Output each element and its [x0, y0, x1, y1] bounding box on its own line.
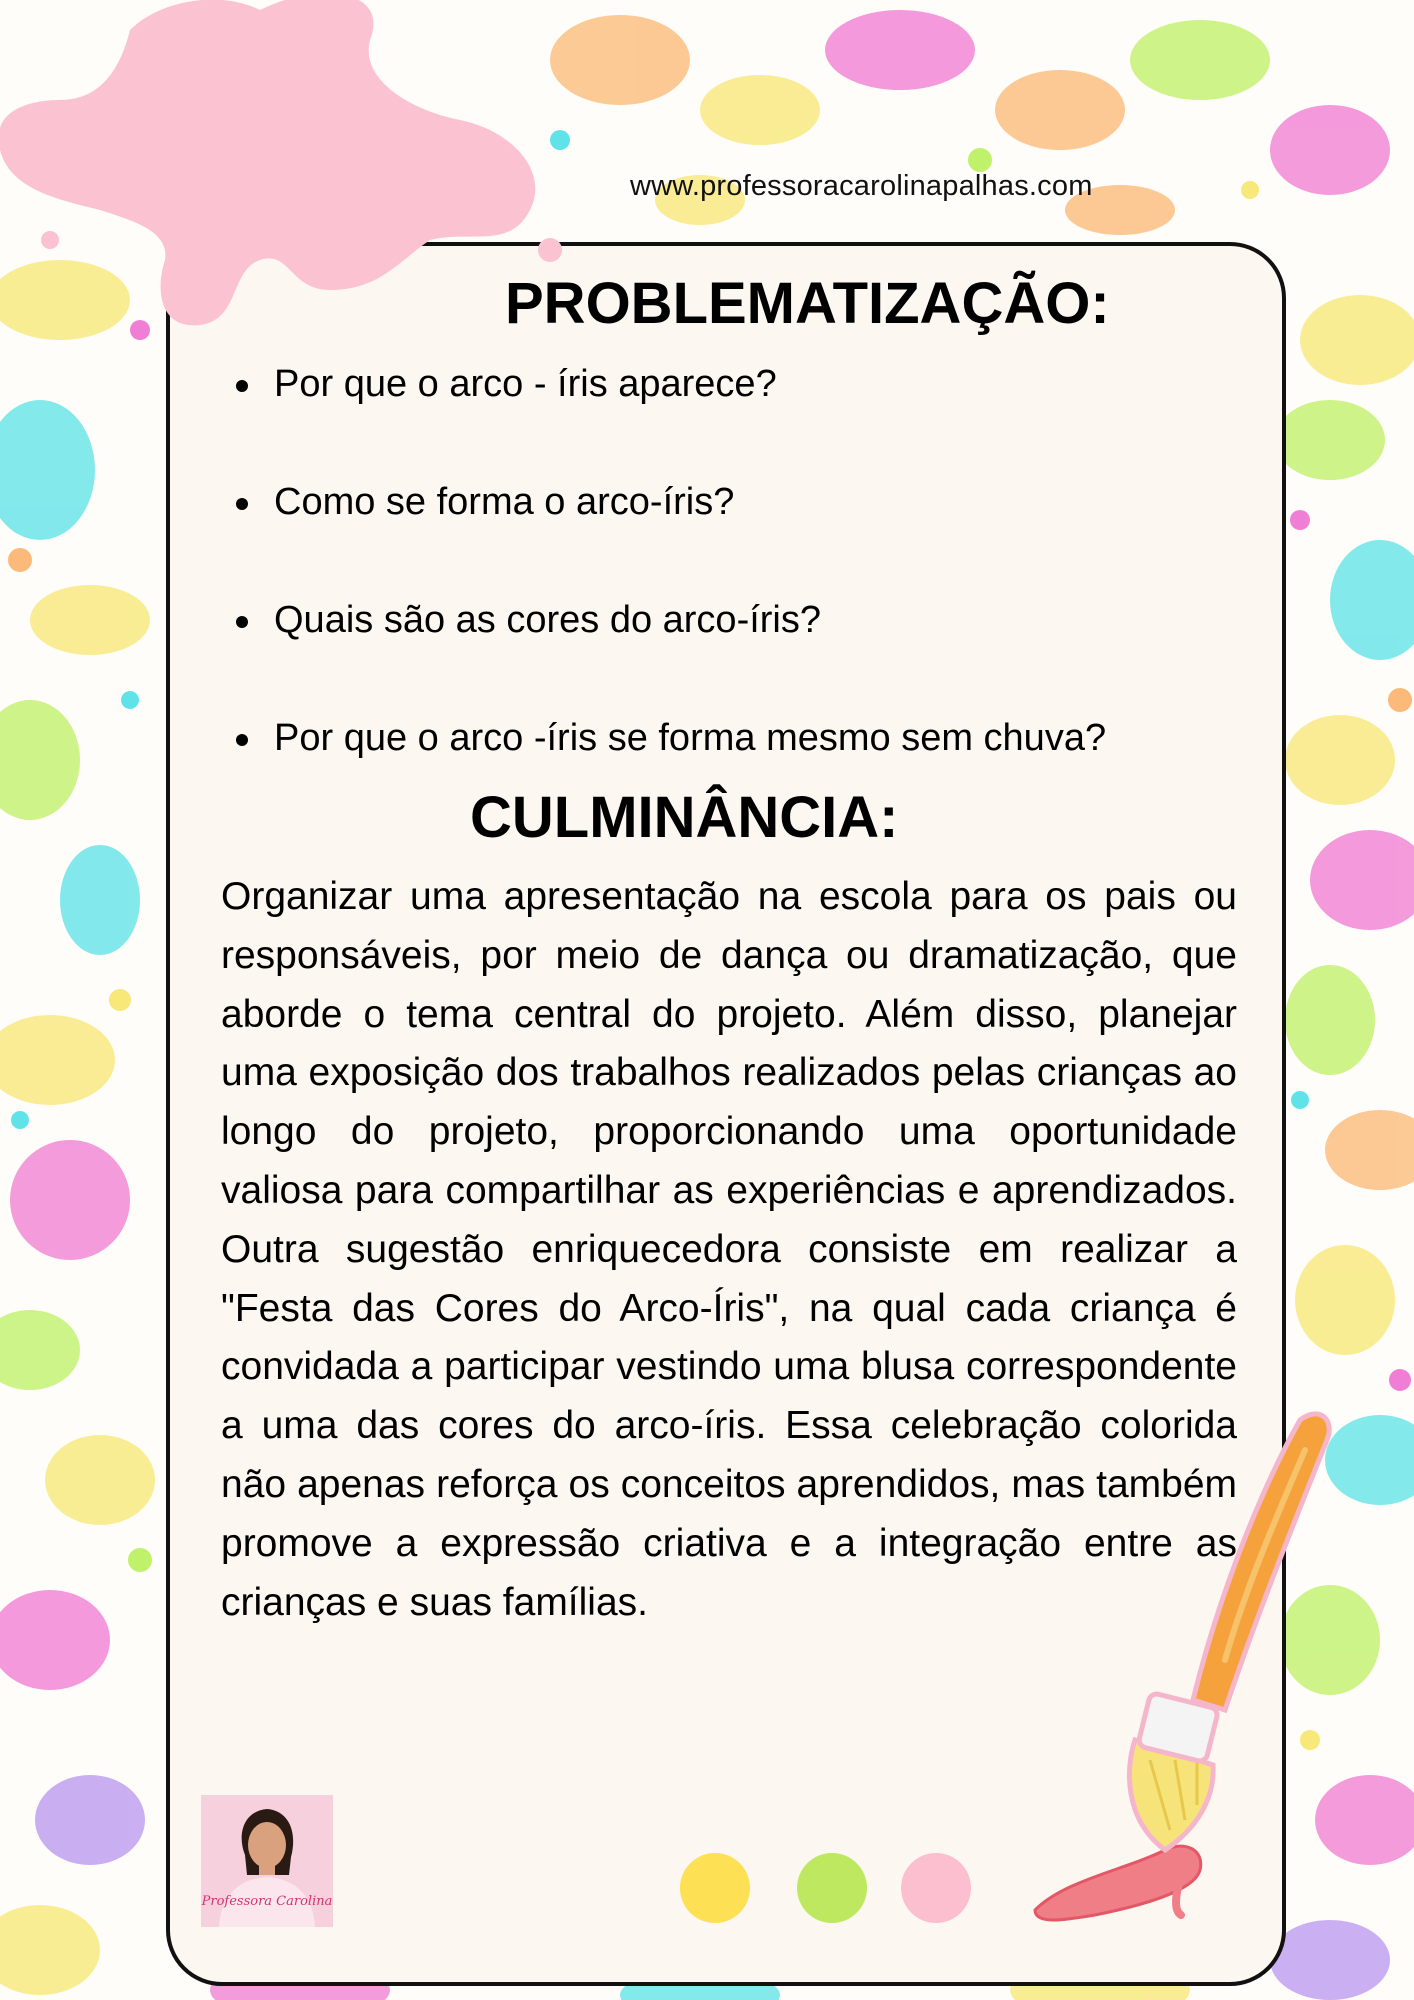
culminancia-paragraph: Organizar uma apresentação na escola para os pais ou responsáveis, por meio de dança ou dramatização, que aborde o tema central do projeto. Além disso, planejar uma exposição dos trabalhos realizados pelas crianças ao longo do projeto, proporcionando uma oportunidade valiosa para compartilhar as experiências e aprendizados. Outra sugestão enriquecedora consiste em realizar a "Festa das Cores do Arco-Íris", na qual cada criança é convidada a participar vestindo uma blusa correspondente a uma das cores do arco-íris. Essa celebração colorida não apenas reforça os conceitos aprendidos, mas também promove a expressão criativa e a integração entre as crianças e suas famílias.: [221, 875, 1237, 1624]
culminancia-title: CULMINÂNCIA:: [470, 785, 899, 850]
list-item: Quais são as cores do arco-íris?: [230, 596, 1270, 714]
list-item: Por que o arco - íris aparece?: [230, 360, 1270, 478]
problematizacao-title: PROBLEMATIZAÇÃO:: [505, 271, 1110, 336]
decorative-dot-icon: [901, 1853, 971, 1923]
question-list: [230, 360, 1270, 832]
photo-shirt-text: Professora Carolina: [201, 1894, 333, 1909]
website-url[interactable]: www.professoracarolinapalhas.com: [630, 170, 1093, 202]
paintbrush-icon: [975, 1410, 1355, 1950]
list-item: Por que o arco -íris se forma mesmo sem chuva?: [230, 714, 1270, 832]
decorative-dot-icon: [797, 1853, 867, 1923]
decorative-dot-icon: [680, 1853, 750, 1923]
paint-splatter-icon: [0, 0, 590, 350]
author-photo: [201, 1795, 333, 1927]
list-item: Como se forma o arco-íris?: [230, 478, 1270, 596]
